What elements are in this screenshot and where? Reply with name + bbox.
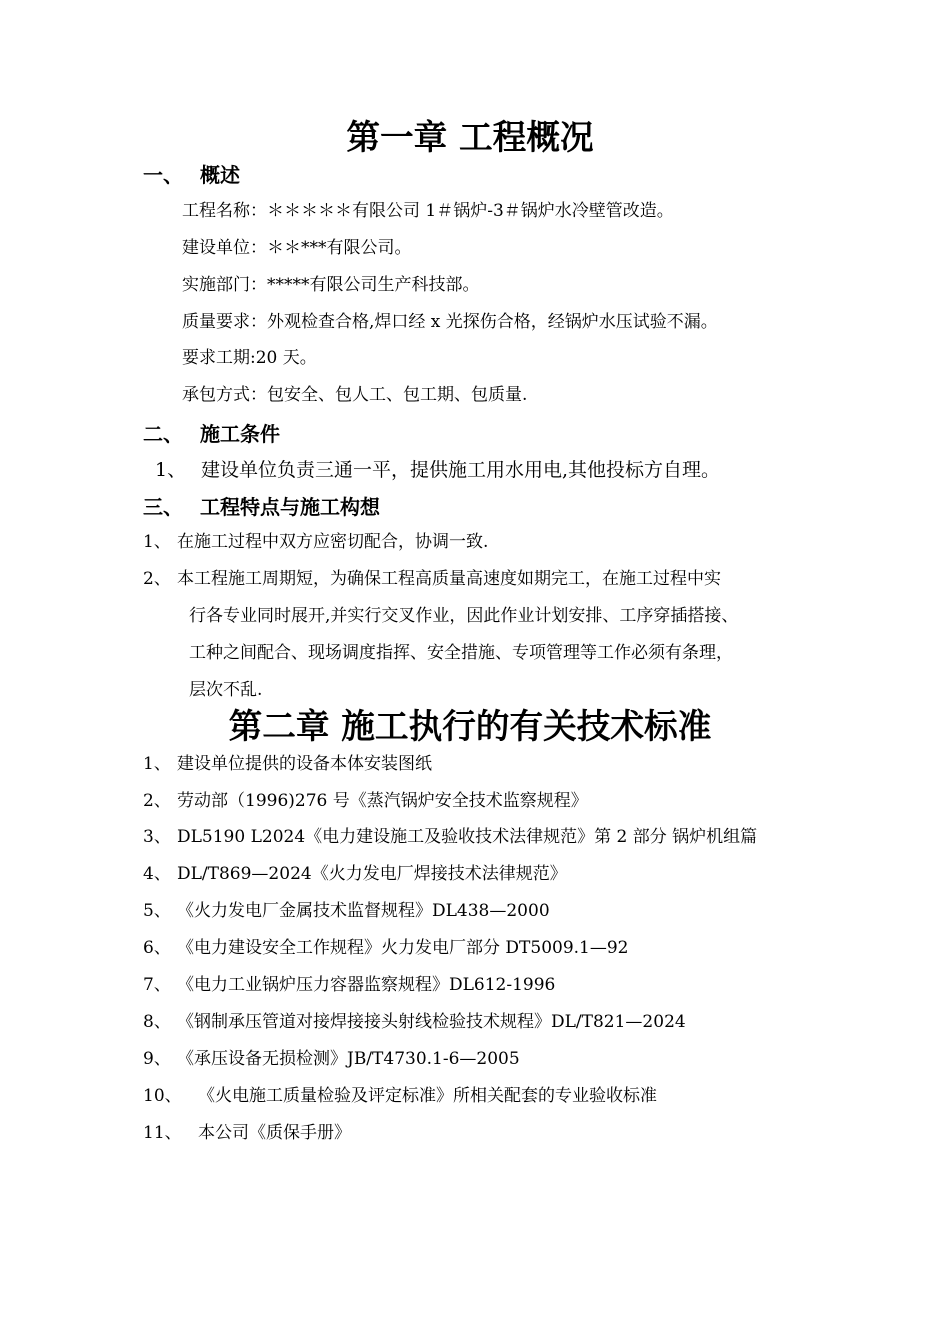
feature-item2-number: 2、: [143, 569, 171, 589]
schedule-line: 要求工期:20 天。: [182, 348, 317, 368]
standard-text: 《火电施工质量检验及评定标准》所相关配套的专业验收标准: [198, 1086, 657, 1106]
standard-number: 1、: [143, 754, 171, 774]
chapter2-title: 第二章 施工执行的有关技术标准: [228, 707, 712, 747]
feature-item1-number: 1、: [143, 532, 171, 552]
standard-number: 6、: [143, 938, 171, 958]
standard-text: 《电力工业锅炉压力容器监察规程》DL612-1996: [177, 975, 556, 995]
standard-text: DL5190 L2024《电力建设施工及验收技术法律规范》第 2 部分 锅炉机组篇: [177, 827, 758, 847]
builder-line: 建设单位：＊＊***有限公司。: [182, 238, 412, 258]
section2-number: 二、: [143, 422, 183, 446]
standard-number: 3、: [143, 827, 171, 847]
standard-number: 10、: [143, 1086, 182, 1106]
chapter1-title: 第一章 工程概况: [346, 118, 594, 158]
section1-number: 一、: [143, 163, 183, 187]
standard-number: 9、: [143, 1049, 171, 1069]
condition-item-number: 1、: [155, 459, 187, 481]
section2-title: 施工条件: [200, 422, 280, 446]
standard-number: 2、: [143, 791, 171, 811]
standard-number: 11、: [143, 1123, 182, 1143]
standard-text: DL/T869—2024《火力发电厂焊接技术法律规范》: [177, 864, 567, 884]
standard-text: 劳动部（1996)276 号《蒸汽锅炉安全技术监察规程》: [177, 791, 588, 811]
standard-number: 8、: [143, 1012, 171, 1032]
quality-line: 质量要求：外观检查合格,焊口经 x 光探伤合格，经锅炉水压试验不漏。: [182, 312, 718, 332]
standard-text: 《承压设备无损检测》JB/T4730.1-6—2005: [177, 1049, 520, 1069]
section3-number: 三、: [143, 495, 183, 519]
standard-number: 4、: [143, 864, 171, 884]
feature-item2-line3: 工种之间配合、现场调度指挥、安全措施、专项管理等工作必须有条理，: [189, 643, 733, 663]
department-line: 实施部门：*****有限公司生产科技部。: [182, 275, 480, 295]
standard-text: 本公司《质保手册》: [198, 1123, 351, 1143]
feature-item1-text: 在施工过程中双方应密切配合，协调一致.: [177, 532, 489, 552]
project-name-line: 工程名称：＊＊＊＊＊有限公司 1＃锅炉-3＃锅炉水冷壁管改造。: [182, 201, 674, 221]
standard-text: 《钢制承压管道对接焊接接头射线检验技术规程》DL/T821—2024: [177, 1012, 686, 1032]
contract-line: 承包方式：包安全、包人工、包工期、包质量.: [182, 385, 528, 405]
standard-text: 《电力建设安全工作规程》火力发电厂部分 DT5009.1—92: [177, 938, 629, 958]
standard-text: 建设单位提供的设备本体安装图纸: [177, 754, 432, 774]
standard-text: 《火力发电厂金属技术监督规程》DL438—2000: [177, 901, 550, 921]
section1-title: 概述: [200, 163, 240, 187]
section3-title: 工程特点与施工构想: [200, 495, 380, 519]
feature-item2-line2: 行各专业同时展开,并实行交叉作业，因此作业计划安排、工序穿插搭接、: [189, 606, 739, 626]
standard-number: 5、: [143, 901, 171, 921]
condition-item-text: 建设单位负责三通一平，提供施工用水用电,其他投标方自理。: [201, 459, 721, 481]
feature-item2-line4: 层次不乱.: [189, 680, 263, 700]
feature-item2-line1: 本工程施工周期短，为确保工程高质量高速度如期完工，在施工过程中实: [177, 569, 721, 589]
standard-number: 7、: [143, 975, 171, 995]
